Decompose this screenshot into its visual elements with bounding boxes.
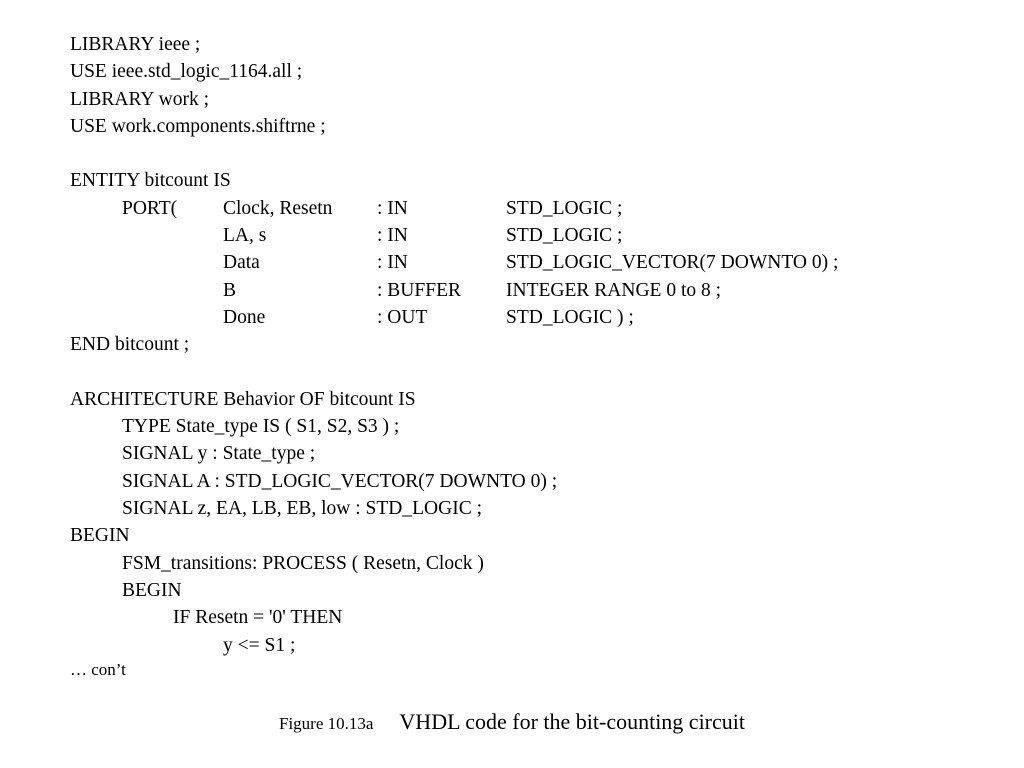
code-line: [70, 86, 210, 113]
port-type: STD_LOGIC_VECTOR(7 DOWNTO 0) ;: [506, 252, 839, 274]
port-names: Clock, Resetn: [223, 197, 333, 219]
begin-keyword: BEGIN: [70, 525, 130, 547]
blank-line: [70, 140, 90, 167]
process-begin: BEGIN: [122, 579, 182, 601]
architecture-declaration: ARCHITECTURE Behavior OF bitcount IS: [70, 388, 416, 410]
code-line: [70, 440, 316, 467]
port-type: INTEGER RANGE 0 to 8 ;: [506, 279, 722, 301]
port-mode: : IN: [377, 252, 408, 274]
declaration-line: SIGNAL z, EA, LB, EB, low : STD_LOGIC ;: [122, 498, 483, 520]
port-keyword: PORT(: [122, 197, 178, 219]
port-names: LA, s: [223, 225, 267, 247]
code-line: [70, 522, 130, 549]
continued-note: … con’t: [70, 660, 126, 679]
code-line: [70, 632, 296, 659]
port-type: STD_LOGIC ;: [506, 197, 623, 219]
code-text: LIBRARY ieee ;: [70, 34, 201, 55]
vhdl-code-listing: [70, 31, 839, 659]
port-row: [70, 195, 623, 222]
port-mode: : OUT: [377, 306, 428, 328]
process-header: FSM_transitions: PROCESS ( Resetn, Clock ): [122, 552, 484, 574]
declaration-line: SIGNAL A : STD_LOGIC_VECTOR(7 DOWNTO 0) ;: [122, 470, 558, 492]
port-type: STD_LOGIC ;: [506, 225, 623, 247]
if-statement: IF Resetn = '0' THEN: [173, 607, 343, 629]
port-mode: : BUFFER: [377, 279, 461, 301]
assignment-statement: y <= S1 ;: [223, 634, 296, 656]
code-line: [70, 331, 190, 358]
port-mode: : IN: [377, 225, 408, 247]
code-line: [70, 413, 400, 440]
blank-line: [70, 359, 90, 386]
code-line: [70, 468, 558, 495]
port-row: [70, 222, 623, 249]
code-line: [70, 577, 182, 604]
port-mode: : IN: [377, 197, 408, 219]
figure-caption: [0, 707, 1024, 740]
code-line: [70, 386, 416, 413]
figure-title: VHDL code for the bit-counting circuit: [399, 709, 745, 734]
code-text: USE work.components.shiftrne ;: [70, 115, 326, 137]
code-line: [70, 604, 343, 631]
code-line: [70, 495, 483, 522]
port-row: [70, 277, 722, 304]
port-names: B: [223, 279, 237, 301]
code-text: USE ieee.std_logic_1164.all ;: [70, 61, 303, 83]
entity-declaration: ENTITY bitcount IS: [70, 170, 231, 192]
figure-label: Figure 10.13a: [278, 714, 374, 733]
code-line: [70, 31, 201, 58]
code-text: LIBRARY work ;: [70, 88, 210, 110]
port-type: STD_LOGIC ) ;: [506, 306, 634, 328]
declaration-line: SIGNAL y : State_type ;: [122, 443, 316, 465]
code-line: [70, 58, 303, 85]
code-line: [70, 167, 231, 194]
port-names: Data: [223, 252, 260, 274]
port-row: [70, 304, 634, 331]
port-row: [70, 249, 839, 276]
declaration-line: TYPE State_type IS ( S1, S2, S3 ) ;: [122, 416, 400, 438]
code-line: [70, 550, 484, 577]
entity-end: END bitcount ;: [70, 334, 190, 356]
port-names: Done: [223, 306, 266, 328]
code-line: [70, 113, 326, 140]
